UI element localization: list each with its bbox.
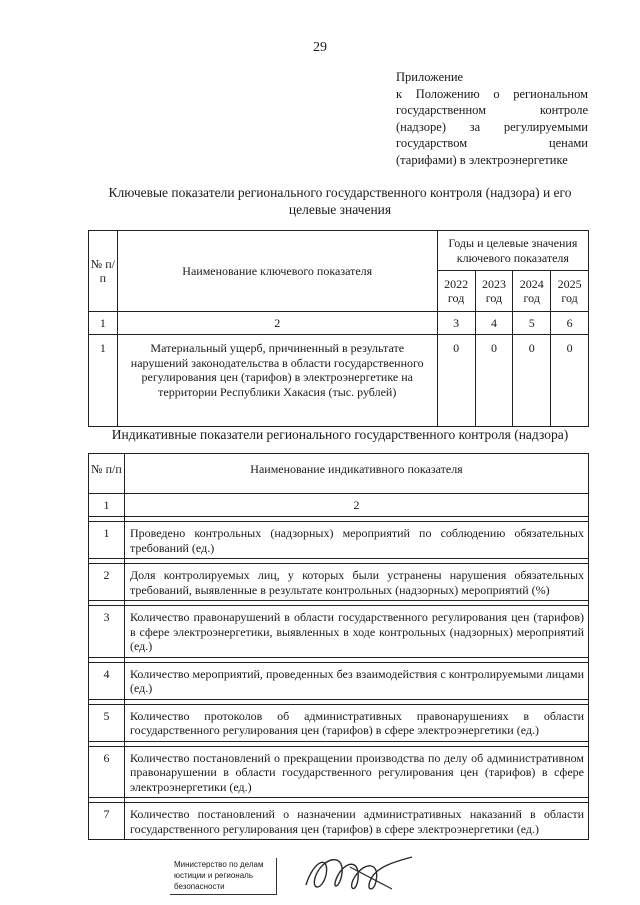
row-text: Количество правонарушений в области государственного регулирования цен (тарифов) в сфере электроэнергетики, выявленных в ходе контрольных (надзорных) мероприятий (ед.) — [125, 606, 589, 658]
row-num: 2 — [89, 564, 125, 601]
appendix-note — [396, 69, 588, 168]
row-text: Количество постановлений о назначении административных наказаний в области государственного регулирования цен (тарифов) в сфере электроэнергетики (ед.) — [125, 803, 589, 840]
row-name: Материальный ущерб, причиненный в результате нарушений законодательства в области государственного регулирования цен (тарифов) в электроэнергетике на территории Республики Хакасия (тыс. рублей) — [117, 335, 437, 427]
stamp-line: Министерство по делам — [174, 860, 264, 869]
row-num: 6 — [89, 746, 125, 798]
index-cell: 2 — [125, 494, 589, 517]
index-cell: 2 — [117, 312, 437, 335]
index-cell: 4 — [475, 312, 513, 335]
key-indicators-table — [88, 230, 589, 427]
header-num: № п/п — [89, 231, 118, 312]
header-num: № п/п — [89, 454, 125, 494]
ministry-stamp — [170, 858, 278, 896]
row-text: Количество постановлений о прекращении производства по делу об административном правонарушении в области государственного регулирования цен (тарифов) в сфере электроэнергетики (ед.) — [125, 746, 589, 798]
stamp-line: безопасности — [174, 882, 225, 891]
row-num: 5 — [89, 704, 125, 741]
row-value: 0 — [437, 335, 475, 427]
appendix-line: к Положению о региональном — [396, 86, 588, 101]
row-num: 1 — [89, 522, 125, 559]
table-row — [89, 803, 589, 840]
header-year: 2024 год — [513, 271, 551, 312]
table-row — [89, 662, 589, 699]
row-text: Количество протоколов об административных правонарушениях в области государственного регулирования цен (тарифов) в сфере электроэнергетики (ед.) — [125, 704, 589, 741]
table-row — [89, 564, 589, 601]
key-indicators-title-line2: целевые значения — [288, 202, 392, 217]
appendix-line: государством ценами — [396, 136, 588, 150]
stamp-line: юстиции и региональ — [174, 871, 254, 880]
table-row — [89, 704, 589, 741]
table-row — [89, 335, 589, 427]
key-indicators-title — [60, 184, 620, 218]
appendix-line: Приложение — [396, 70, 464, 84]
row-text: Доля контролируемых лиц, у которых были устранены нарушения обязательных требований, выявленные в результате контрольных (надзорных) мероприятий (%) — [125, 564, 589, 601]
indicative-indicators-title: Индикативные показатели регионального государственного контроля (надзора) — [111, 427, 569, 442]
index-cell: 3 — [437, 312, 475, 335]
index-cell: 5 — [513, 312, 551, 335]
header-name: Наименование ключевого показателя — [117, 231, 437, 312]
header-year: 2023 год — [475, 271, 513, 312]
row-text: Количество мероприятий, проведенных без взаимодействия с контролируемыми лицами (ед.) — [125, 662, 589, 699]
row-value: 0 — [475, 335, 513, 427]
indicative-indicators-table — [88, 453, 589, 840]
row-num: 7 — [89, 803, 125, 840]
header-year: 2025 год — [551, 271, 589, 312]
signature — [300, 845, 420, 901]
header-name: Наименование индикативного показателя — [125, 454, 589, 494]
index-cell: 1 — [89, 312, 118, 335]
appendix-line: государственном контроле — [396, 103, 588, 117]
table-row — [89, 522, 589, 559]
table-row — [89, 606, 589, 658]
header-years-group: Годы и целевые значения ключевого показателя — [437, 231, 588, 271]
table-row — [89, 746, 589, 798]
page-number: 29 — [313, 40, 327, 55]
row-value: 0 — [513, 335, 551, 427]
appendix-line: (надзоре) за регулируемыми — [396, 119, 588, 134]
row-num: 4 — [89, 662, 125, 699]
row-num: 1 — [89, 335, 118, 427]
row-text: Проведено контрольных (надзорных) мероприятий по соблюдению обязательных требований (ед.) — [125, 522, 589, 559]
appendix-line: (тарифами) в электроэнергетике — [396, 152, 568, 167]
row-num: 3 — [89, 606, 125, 658]
index-cell: 1 — [89, 494, 125, 517]
key-indicators-title-line1: Ключевые показатели регионального государственного контроля (надзора) и его — [108, 185, 572, 200]
index-cell: 6 — [551, 312, 589, 335]
row-value: 0 — [551, 335, 589, 427]
header-year: 2022 год — [437, 271, 475, 312]
